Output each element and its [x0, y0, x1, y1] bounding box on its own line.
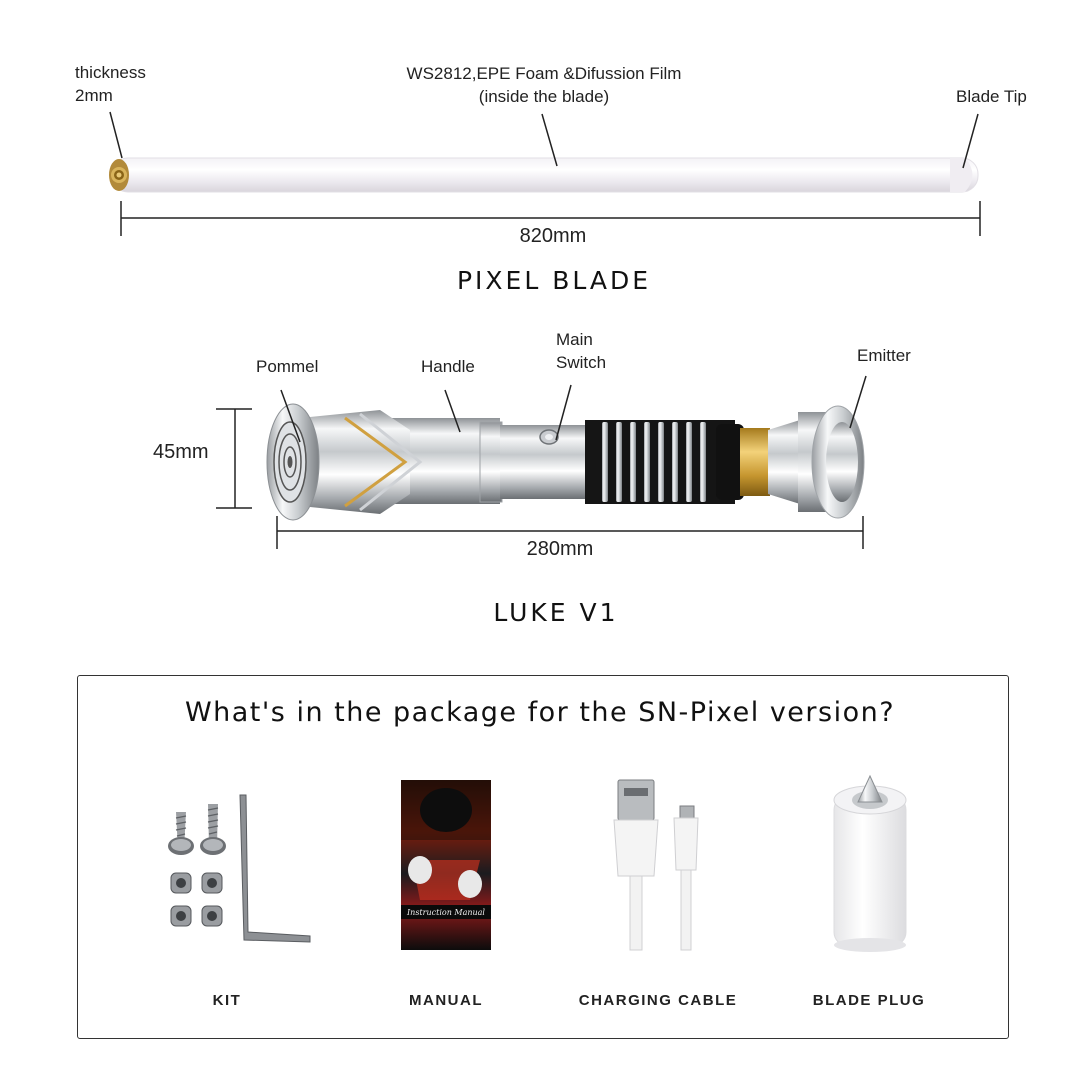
package-item-manual-label: MANUAL — [409, 992, 483, 1009]
thickness-label — [75, 61, 146, 107]
emitter-label: Emitter — [857, 346, 911, 365]
main-switch-label-line2: Switch — [556, 353, 607, 372]
blade-tip-label: Blade Tip — [956, 87, 1027, 106]
thickness-pointer — [110, 112, 122, 158]
blade-length-value: 820mm — [519, 225, 587, 247]
luke-v1-hilt — [267, 404, 864, 520]
pixel-blade — [109, 158, 978, 192]
manual-cover-text: Instruction Manual — [407, 908, 485, 917]
blade-title: PIXEL BLADE — [456, 266, 652, 295]
handle-label: Handle — [421, 357, 475, 376]
package-contents-panel — [77, 675, 1009, 1039]
package-item-plug-label: BLADE PLUG — [812, 992, 926, 1009]
hilt-title: LUKE V1 — [493, 598, 619, 627]
hilt-diameter-dimension — [216, 409, 252, 508]
hilt-diameter-value: 45mm — [153, 441, 209, 463]
thickness-label-line1: thickness — [75, 63, 146, 82]
film-label — [364, 62, 724, 108]
pommel-label: Pommel — [256, 357, 319, 376]
package-item-cable-label: CHARGING CABLE — [578, 992, 738, 1009]
emitter-pointer — [850, 376, 866, 428]
main-switch-label-line1: Main — [556, 330, 593, 349]
thickness-label-line2: 2mm — [75, 86, 113, 105]
film-label-line2: (inside the blade) — [478, 87, 610, 106]
package-title: What's in the package for the SN-Pixel version? — [184, 697, 896, 728]
hilt-length-value: 280mm — [526, 538, 594, 560]
main-switch-label — [556, 328, 606, 374]
film-label-line1: WS2812,EPE Foam &Difussion Film — [406, 64, 682, 83]
package-item-kit-label: KIT — [212, 992, 242, 1009]
